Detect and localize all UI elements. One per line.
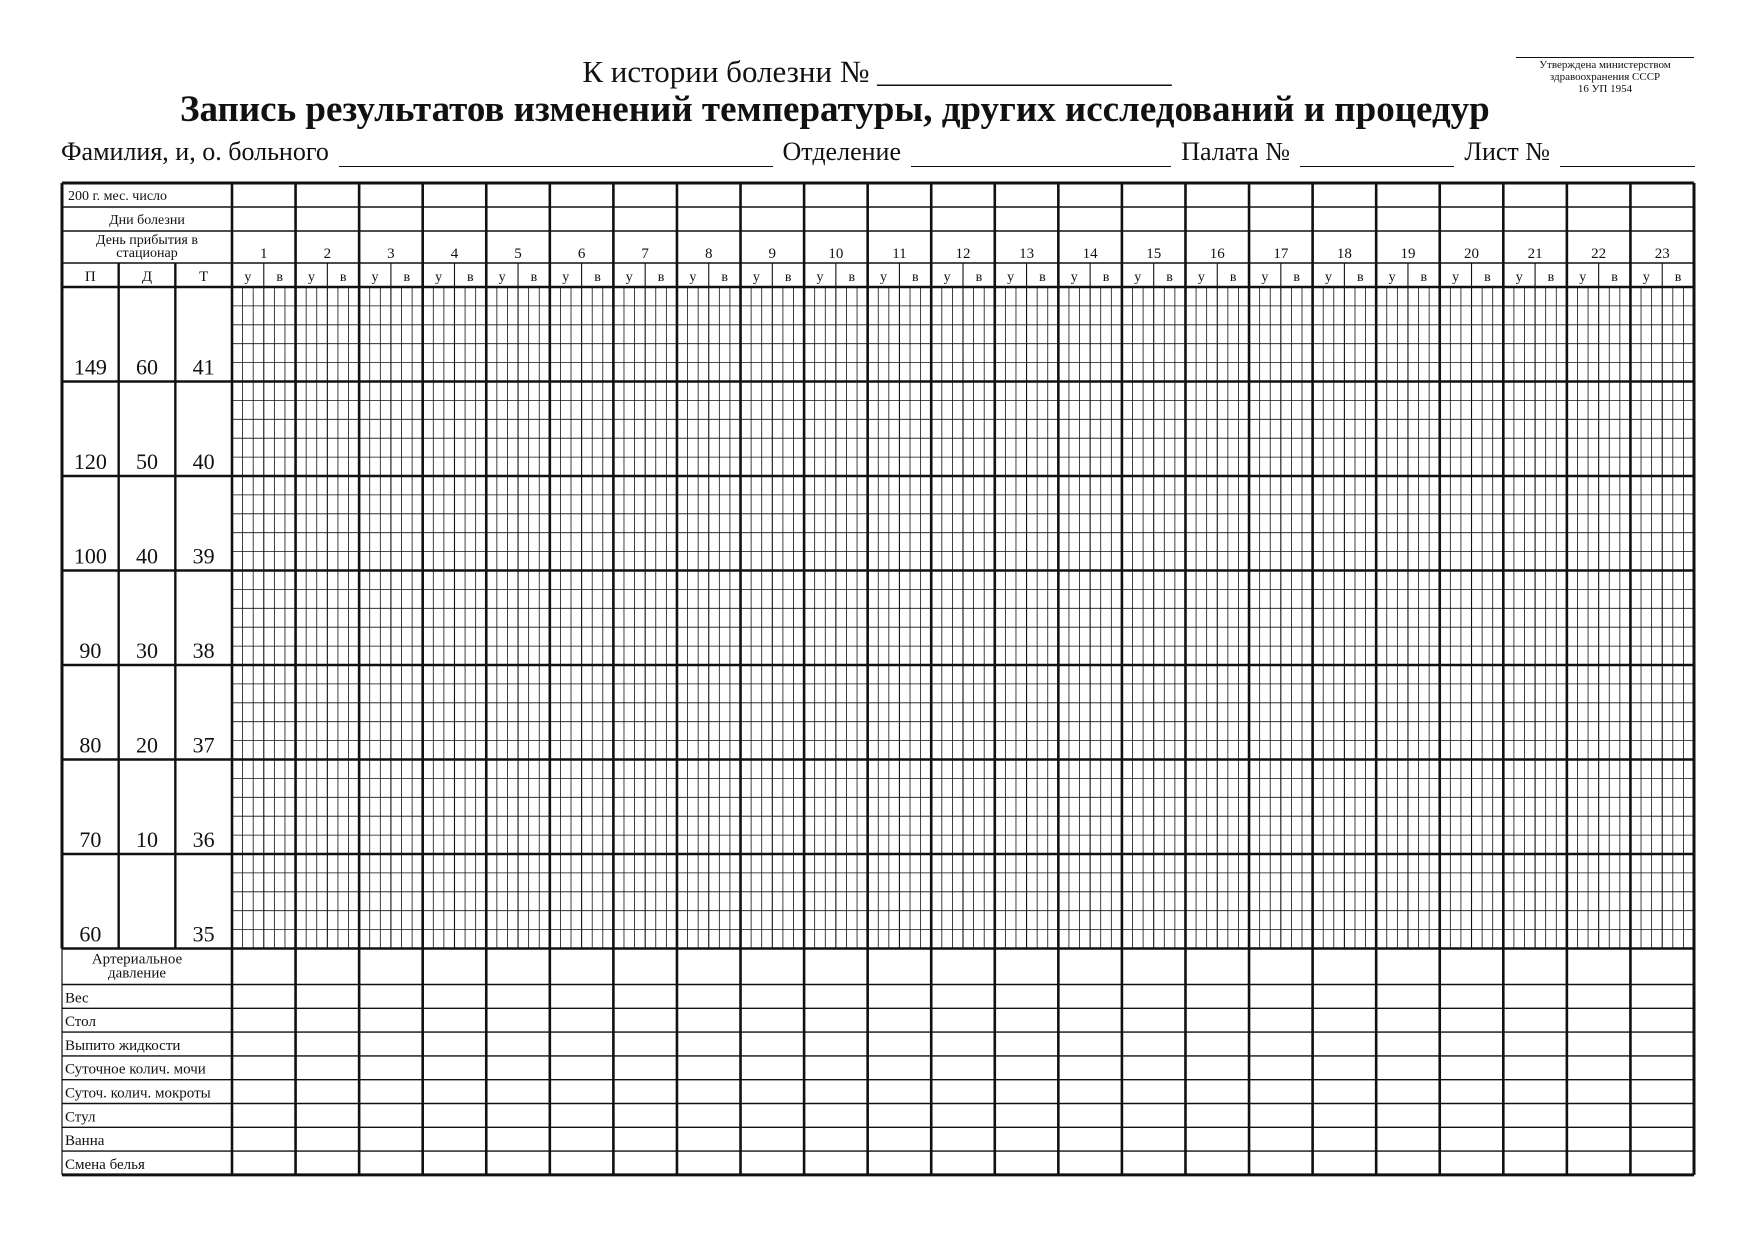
- evening-label: в: [1484, 270, 1491, 285]
- temperature-scale-value: 41: [192, 354, 215, 380]
- evening-label: в: [1611, 270, 1618, 285]
- day-number: 6: [577, 246, 586, 262]
- bottom-row-label: Суточное колич. мочи: [65, 1061, 206, 1078]
- temperature-scale-value: 40: [192, 449, 215, 474]
- morning-label: у: [1325, 270, 1332, 285]
- pulse-scale-value: 100: [73, 543, 107, 569]
- department-label: Отделение: [782, 137, 901, 166]
- morning-label: у: [1261, 270, 1269, 285]
- morning-label: у: [562, 270, 570, 285]
- evening-label: в: [657, 270, 665, 285]
- evening-label: в: [1674, 270, 1682, 285]
- evening-label: в: [403, 270, 411, 285]
- sheet-label: Лист №: [1464, 137, 1551, 166]
- temperature-scale-value: 37: [192, 732, 215, 758]
- day-number: 8: [704, 246, 713, 262]
- pulse-scale-value: 90: [79, 638, 102, 663]
- morning-label: у: [435, 270, 443, 285]
- evening-label: в: [276, 270, 283, 285]
- evening-label: в: [1229, 270, 1237, 285]
- morning-label: у: [1197, 270, 1205, 285]
- morning-label: у: [1070, 270, 1078, 285]
- morning-label: у: [1642, 270, 1650, 285]
- evening-label: в: [721, 270, 728, 285]
- evening-label: в: [1039, 270, 1046, 285]
- approval-line-1: Утверждена министерством: [1539, 59, 1671, 71]
- pulse-scale-value: 80: [79, 732, 102, 758]
- day-number: 23: [1654, 246, 1670, 262]
- morning-label: у: [689, 270, 697, 285]
- temperature-scale-value: 38: [192, 638, 215, 663]
- pressure-scale-value: 40: [136, 543, 158, 569]
- history-number-blank: ___________________: [877, 54, 1172, 89]
- pressure-scale-value: 10: [136, 827, 158, 852]
- day-number: 19: [1400, 246, 1416, 262]
- morning-label: у: [816, 270, 824, 285]
- day-number: 2: [323, 246, 332, 262]
- pulse-scale-value: 60: [79, 921, 102, 947]
- evening-label: в: [594, 270, 601, 285]
- morning-label: у: [752, 270, 760, 285]
- scale-header: Т: [199, 269, 209, 285]
- pressure-scale-value: 20: [136, 732, 158, 758]
- bottom-row-label: Смена белья: [65, 1156, 145, 1173]
- morning-label: у: [880, 270, 888, 285]
- day-number: 20: [1464, 246, 1480, 262]
- temperature-scale-value: 35: [192, 921, 215, 947]
- patient-name-label: Фамилия, и, о. больного: [61, 137, 329, 166]
- day-number: 14: [1082, 246, 1098, 262]
- ward-label: Палата №: [1181, 137, 1291, 166]
- morning-label: у: [244, 270, 252, 285]
- temperature-scale-value: 36: [192, 827, 215, 852]
- bottom-row-label: Ванна: [65, 1133, 105, 1150]
- bottom-row-label-line: Артериальное: [91, 951, 183, 968]
- day-number: 22: [1591, 246, 1607, 262]
- day-number: 5: [514, 246, 522, 262]
- bottom-row-label: Суточ. колич. мокроты: [65, 1085, 211, 1102]
- morning-label: у: [1007, 270, 1015, 285]
- morning-label: у: [307, 270, 315, 285]
- approval-line-3: 16 УП 1954: [1577, 83, 1633, 95]
- day-number: 9: [768, 246, 777, 262]
- arrival-day-label-1: День прибытия в: [96, 233, 198, 248]
- pressure-scale-value: 50: [136, 449, 158, 474]
- pressure-scale-value: 60: [136, 354, 158, 380]
- evening-label: в: [848, 270, 856, 285]
- day-number: 12: [955, 246, 971, 262]
- morning-label: у: [1515, 270, 1523, 285]
- morning-label: у: [498, 270, 506, 285]
- evening-label: в: [339, 270, 347, 285]
- day-number: 10: [828, 246, 844, 262]
- evening-label: в: [912, 270, 919, 285]
- day-number: 18: [1336, 246, 1352, 262]
- morning-label: у: [625, 270, 633, 285]
- evening-label: в: [784, 270, 792, 285]
- bottom-row-label: Стол: [65, 1014, 96, 1031]
- evening-label: в: [1547, 270, 1555, 285]
- disease-days-label: Дни болезни: [109, 213, 185, 228]
- day-number: 4: [450, 246, 459, 262]
- day-number: 3: [387, 246, 395, 262]
- pulse-scale-value: 120: [73, 449, 107, 474]
- evening-label: в: [530, 270, 538, 285]
- date-row-label: 200 г. мес. число: [68, 189, 168, 204]
- morning-label: у: [1134, 270, 1142, 285]
- evening-label: в: [467, 270, 474, 285]
- temperature-scale-value: 39: [192, 543, 215, 569]
- pressure-scale-value: 30: [136, 638, 158, 663]
- scale-header: П: [84, 269, 96, 285]
- morning-label: у: [1388, 270, 1396, 285]
- pulse-scale-value: 70: [79, 827, 102, 852]
- day-number: 21: [1527, 246, 1543, 262]
- day-number: 17: [1273, 246, 1289, 262]
- evening-label: в: [1420, 270, 1428, 285]
- evening-label: в: [1293, 270, 1301, 285]
- day-number: 16: [1209, 246, 1225, 262]
- approval-line-2: здравоохранения СССР: [1549, 71, 1661, 83]
- form-title: Запись результатов изменений температуры, других исследований и процедур: [180, 89, 1490, 130]
- history-number-label: К истории болезни №: [582, 54, 870, 89]
- bottom-row-label-line: давление: [107, 965, 167, 982]
- bottom-row-label: Выпито жидкости: [65, 1037, 181, 1054]
- day-number: 13: [1019, 246, 1035, 262]
- bottom-row-label: Вес: [65, 990, 89, 1007]
- day-number: 1: [260, 246, 268, 262]
- morning-label: у: [943, 270, 951, 285]
- day-number: 7: [641, 246, 649, 262]
- evening-label: в: [1356, 270, 1364, 285]
- morning-label: у: [1452, 270, 1460, 285]
- day-number: 15: [1146, 246, 1162, 262]
- pulse-scale-value: 149: [73, 354, 107, 380]
- evening-label: в: [975, 270, 983, 285]
- morning-label: у: [1579, 270, 1587, 285]
- evening-label: в: [1166, 270, 1173, 285]
- arrival-day-label-2: стационар: [116, 246, 178, 261]
- bottom-row-label: Стул: [65, 1109, 96, 1126]
- morning-label: у: [371, 270, 379, 285]
- evening-label: в: [1102, 270, 1110, 285]
- scale-header: Д: [141, 269, 153, 285]
- day-number: 11: [892, 246, 907, 262]
